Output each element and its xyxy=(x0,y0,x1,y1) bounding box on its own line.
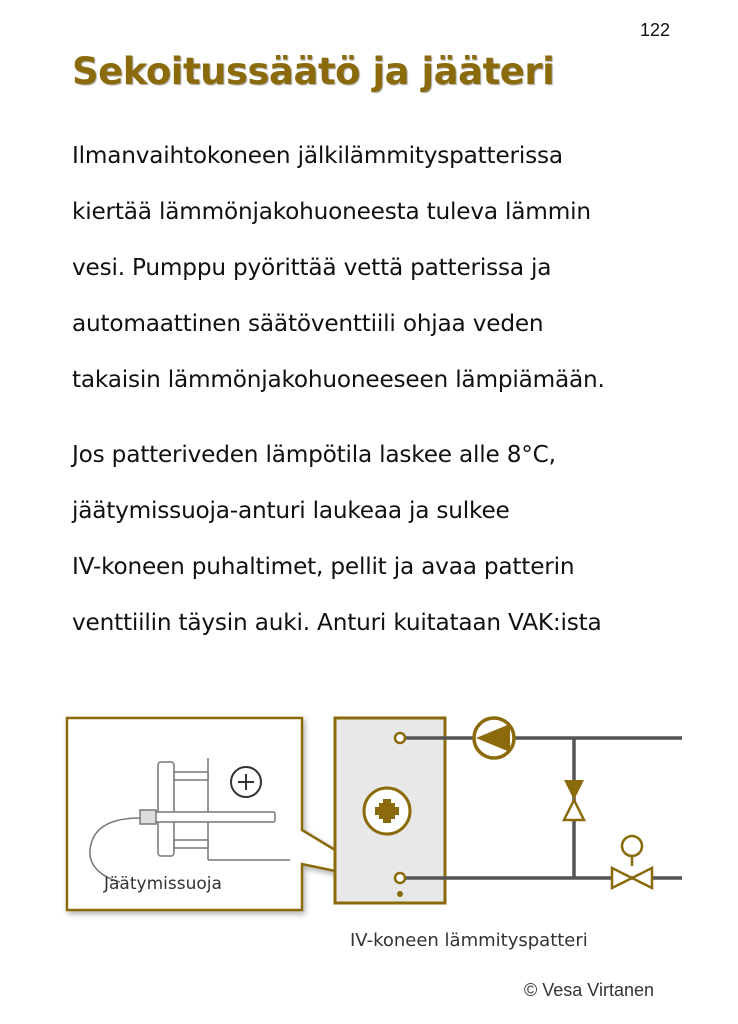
paragraph-line: jäätymissuoja-anturi laukeaa ja sulkee xyxy=(72,497,510,524)
plus-circle-icon xyxy=(231,767,261,797)
outlet-port xyxy=(395,873,405,883)
copyright: © Vesa Virtanen xyxy=(524,980,655,1000)
page-title: Sekoitussäätö ja jääteri xyxy=(72,50,555,93)
heating-coil-box xyxy=(335,718,445,903)
sensor-label: Jäätymissuoja xyxy=(104,874,222,894)
pump-icon xyxy=(474,718,514,758)
paragraph-line: vesi. Pumppu pyörittää vettä patterissa ja xyxy=(72,254,552,281)
page-number: 122 xyxy=(640,20,671,40)
check-valve-icon xyxy=(564,780,584,820)
drain-point xyxy=(397,891,403,897)
paragraph-line: IV-koneen puhaltimet, pellit ja avaa patterin xyxy=(72,553,575,580)
paragraph-line: kiertää lämmönjakohuoneesta tuleva lämmin xyxy=(72,198,591,225)
paragraph-2 xyxy=(72,427,732,651)
diagram-caption: IV-koneen lämmityspatteri xyxy=(350,930,588,951)
paragraph-line: automaattinen säätöventtiili ohjaa veden xyxy=(72,310,544,337)
heating-coil-diagram xyxy=(0,700,738,930)
paragraph-1 xyxy=(72,128,732,408)
paragraph-line: venttiilin täysin auki. Anturi kuitataan VAK:ista xyxy=(72,609,602,636)
paragraph-line: Ilmanvaihtokoneen jälkilämmityspatterissa xyxy=(72,142,563,169)
paragraph-line: takaisin lämmönjakohuoneeseen lämpiämään. xyxy=(72,366,605,393)
inlet-port xyxy=(395,733,405,743)
paragraph-line: Jos patteriveden lämpötila laskee alle 8°C, xyxy=(72,441,556,468)
control-valve-icon xyxy=(612,836,652,888)
